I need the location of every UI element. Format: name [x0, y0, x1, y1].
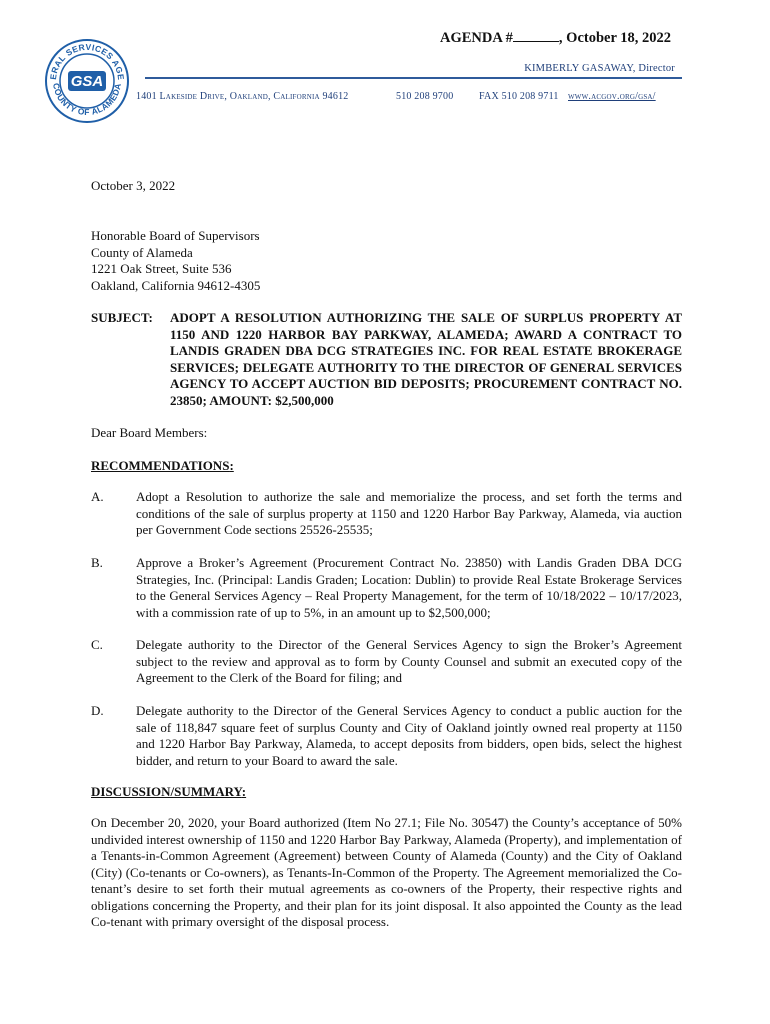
recommendation-letter: B.	[91, 555, 103, 570]
logo-ring-top-text: ERAL SERVICES AGE	[47, 41, 127, 81]
subject-label: SUBJECT:	[91, 310, 153, 325]
agency-website-link[interactable]: www.acgov.org/gsa/	[568, 91, 656, 102]
recommendation-letter: D.	[91, 703, 104, 718]
agenda-date: , October 18, 2022	[558, 30, 672, 46]
addressee-line: 1221 Oak Street, Suite 536	[91, 261, 232, 276]
agency-fax: FAX 510 208 9711	[479, 91, 559, 102]
recommendation-text: Approve a Broker’s Agreement (Procurement Contract No. 23850) with Landis Graden DBA DCG Strategies, Inc. (Principal: Landis Graden; Location: Dublin) to provide Real Estate Brokerage Services to the General Services Agency – Real Property Management, for the term of 10/18/2022 – 10/17/2023, with a commission rate of up to 5%, in an amount up to $2,500,000;	[136, 555, 682, 620]
recommendation-text: Delegate authority to the Director of the General Services Agency to conduct a public auction for the sale of 118,847 square feet of surplus County and City of Oakland jointly owned real property at 1150 and 1220 Harbor Bay Parkway, Alameda, to accept deposits from bidders, open bids, select the highest bidder, and return to your Board to award the sale.	[136, 703, 682, 768]
logo-center-text: GSA	[70, 73, 104, 90]
recommendation-letter: C.	[91, 637, 103, 652]
agency-phone: 510 208 9700	[396, 91, 454, 102]
recommendations-heading-text: RECOMMENDATIONS	[91, 458, 230, 473]
letter-date: October 3, 2022	[91, 178, 176, 193]
agenda-line	[440, 29, 671, 47]
addressee-line: Honorable Board of Supervisors	[91, 228, 260, 243]
discussion-paragraph: On December 20, 2020, your Board authorized (Item No 27.1; File No. 30547) the County’s acceptance of 50% undivided interest ownership of 1150 and 1220 Harbor Bay Parkway, Alameda (Property), and implementation of a Tenants-in-Common Agreement (Agreement) between County of Alameda (County) and the City of Oakland (City) (Co-tenants or Co-owners), as Tenants-In-Common of the Property. The Agreement memorialized the Co-tenant’s desire to set forth their mutual agreements as co-owners of the Property, their respective rights and obligations concerning the Property, and their plan for its joint disposal. It also appointed the County as the lead Co-tenant with primary oversight of the disposal process.	[91, 815, 682, 929]
recommendation-letter: A.	[91, 489, 104, 504]
salutation: Dear Board Members:	[91, 425, 208, 440]
discussion-heading: DISCUSSION/SUMMARY:	[91, 784, 247, 799]
gsa-logo	[44, 38, 130, 124]
subject-text: ADOPT A RESOLUTION AUTHORIZING THE SALE OF SURPLUS PROPERTY AT 1150 AND 1220 HARBOR BAY PARKWAY, ALAMEDA; AWARD A CONTRACT TO LANDIS GRADEN DBA DCG STRATEGIES INC. FOR REAL ESTATE BROKERAGE SERVICES; DELEGATE AUTHORITY TO THE DIRECTOR OF GENERAL SERVICES AGENCY TO ACCEPT AUCTION BID DEPOSITS; PROCUREMENT CONTRACT NO. 23850; AMOUNT: $2,500,000	[170, 310, 682, 408]
discussion-heading-text: DISCUSSION/SUMMARY	[91, 784, 242, 799]
recommendation-text: Adopt a Resolution to authorize the sale and memorialize the process, and set forth the terms and conditions of the sale of surplus property at 1150 and 1220 Harbor Bay Parkway, Alameda, via auction per Government Code sections 25526-25535;	[136, 489, 682, 537]
header-divider	[145, 77, 682, 79]
agency-address: 1401 Lakeside Drive, Oakland, California 94612	[136, 91, 349, 102]
addressee-line: Oakland, California 94612-4305	[91, 277, 261, 293]
addressee-line: County of Alameda	[91, 244, 193, 260]
director-name: KIMBERLY GASAWAY, Director	[524, 63, 675, 74]
agenda-prefix: AGENDA #	[440, 30, 513, 46]
recommendations-heading: RECOMMENDATIONS:	[91, 458, 234, 473]
addressee-block	[91, 228, 260, 294]
recommendation-text: Delegate authority to the Director of the General Services Agency to sign the Broker’s Agreement subject to the review and approval as to form by County Counsel and submit an executed copy of the Agreement to the Clerk of the Board for filing; and	[136, 637, 682, 685]
agenda-number-blank	[513, 29, 559, 42]
logo-ring-bottom-text: COUNTY OF ALAMEDA	[50, 82, 124, 118]
